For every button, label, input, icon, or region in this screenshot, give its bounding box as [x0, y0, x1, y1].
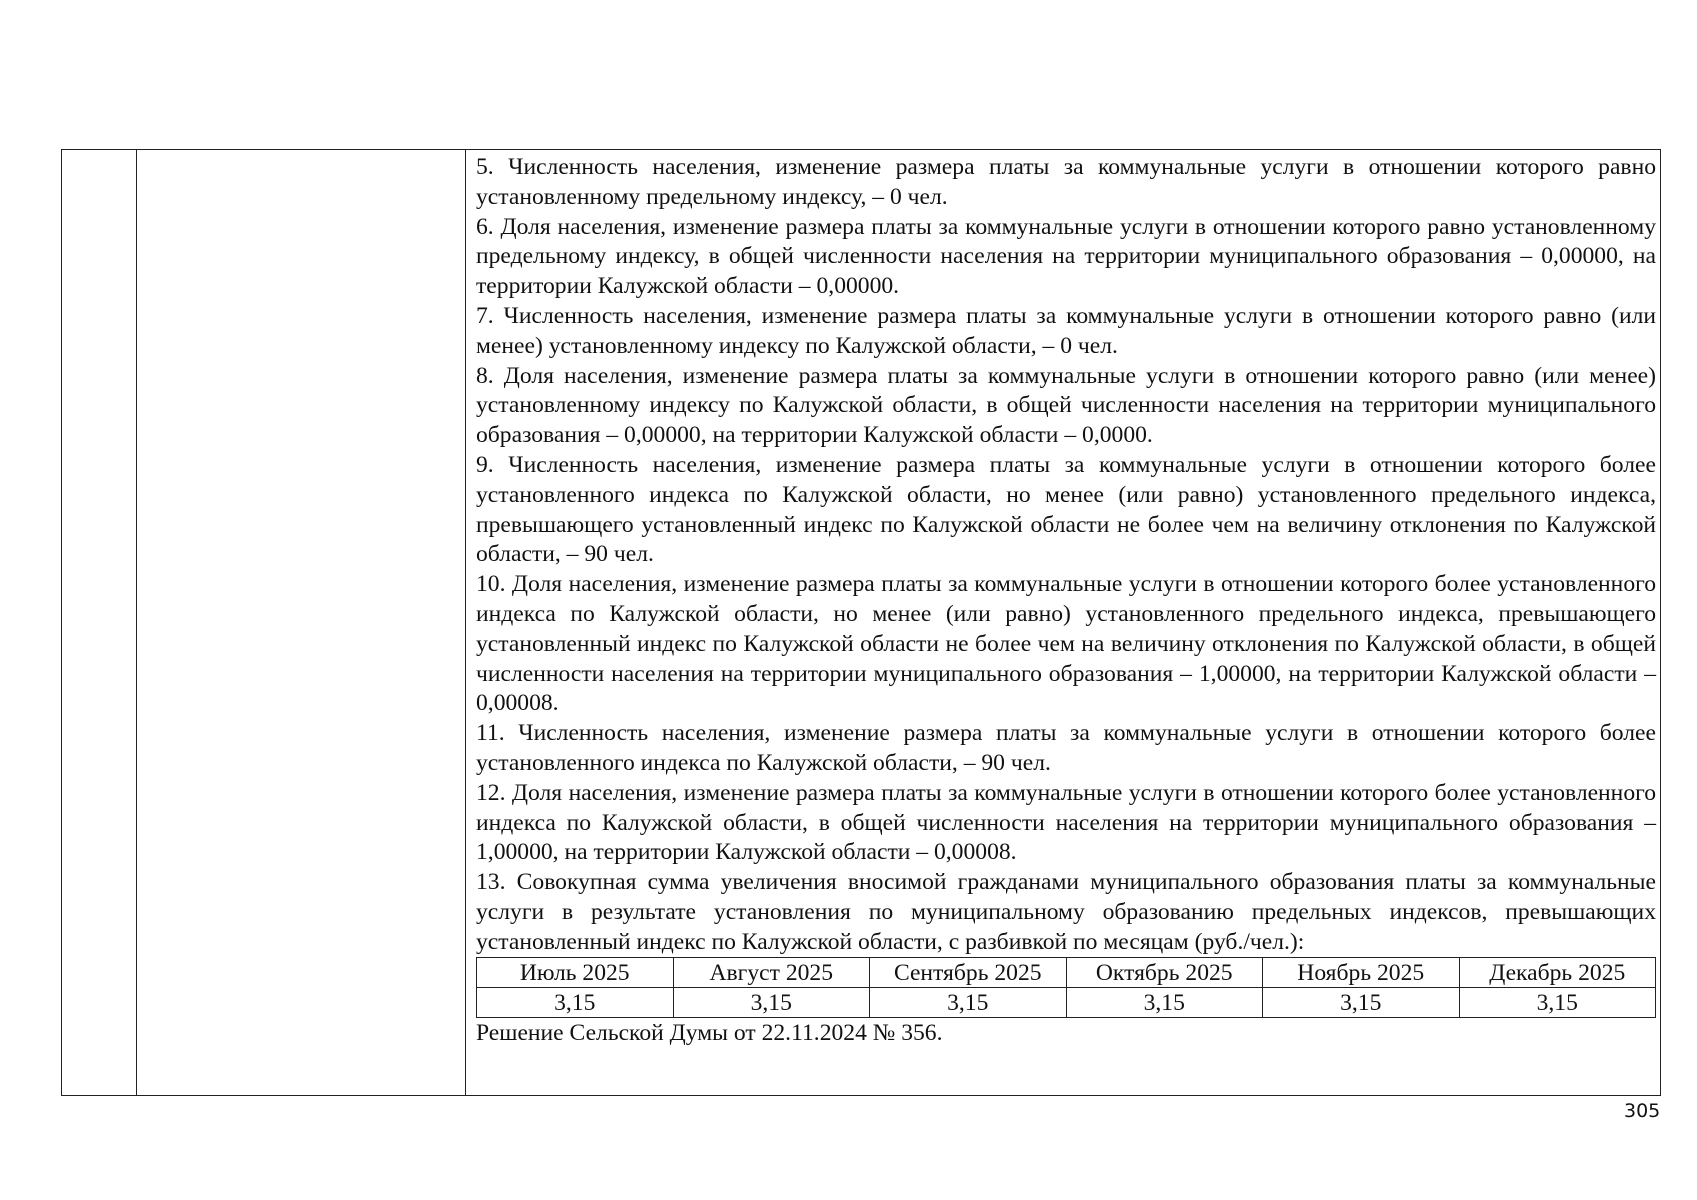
- paragraph-7: 7. Численность населения, изменение размера платы за коммунальные услуги в отношении которого равно (или менее) установленному индексу по Калужской области, – 0 чел.: [476, 302, 1656, 359]
- document-table-frame: [61, 149, 1661, 1096]
- month-value-august: 3,15: [673, 987, 870, 1017]
- paragraph-5: 5. Численность населения, изменение размера платы за коммунальные услуги в отношении которого равно установленному предельному индексу, – 0 чел.: [476, 154, 1656, 210]
- month-value-december: 3,15: [1459, 987, 1656, 1017]
- table-header-row: [477, 957, 1656, 987]
- month-header-july: Июль 2025: [477, 957, 674, 987]
- content-cell: [476, 153, 1656, 1048]
- month-header-december: Декабрь 2025: [1459, 957, 1656, 987]
- paragraph-8: 8. Доля населения, изменение размера платы за коммунальные услуги в отношении которого равно (или менее) установленному индексу по Калужской области, в общей численности населения на территории муниципального образования – 0,00000, на территории Калужской области – 0,0000.: [476, 362, 1656, 449]
- month-header-september: Сентябрь 2025: [870, 957, 1067, 987]
- paragraph-6: 6. Доля населения, изменение размера платы за коммунальные услуги в отношении которого равно установленному предельному индексу, в общей численности населения на территории муниципального образования – 0,00000, на территории Калужской области – 0,00000.: [476, 213, 1656, 300]
- decision-reference: Решение Сельской Думы от 22.11.2024 № 356.: [476, 1019, 943, 1046]
- monthly-increase-table: [476, 957, 1656, 1018]
- paragraph-10: 10. Доля населения, изменение размера платы за коммунальные услуги в отношении которого более установленного индекса по Калужской области, но менее (или равно) установленного предельного индекса, превышающего установленный индекс по Калужской области не более чем на величину отклонения по Калужской области, в общей численности населения на территории муниципального образования – 1,00000, на территории Калужской области – 0,00008.: [476, 571, 1656, 717]
- table-value-row: [477, 987, 1656, 1017]
- page-number: 305: [1624, 1100, 1661, 1122]
- month-value-november: 3,15: [1263, 987, 1460, 1017]
- paragraph-12: 12. Доля населения, изменение размера платы за коммунальные услуги в отношении которого более установленного индекса по Калужской области, в общей численности населения на территории муниципального образования – 1,00000, на территории Калужской области – 0,00008.: [476, 779, 1656, 866]
- paragraph-13: 13. Совокупная сумма увеличения вносимой гражданами муниципального образования платы за коммунальные услуги в результате установления по муниципальному образованию предельных индексов, превышающих установленный индекс по Калужской области, с разбивкой по месяцам (руб./чел.):: [476, 869, 1656, 955]
- month-header-november: Ноябрь 2025: [1263, 957, 1460, 987]
- month-header-october: Октябрь 2025: [1066, 957, 1263, 987]
- month-value-september: 3,15: [870, 987, 1067, 1017]
- column-divider-2: [465, 150, 466, 1095]
- month-value-july: 3,15: [477, 987, 674, 1017]
- column-divider-1: [136, 150, 137, 1095]
- paragraph-9: 9. Численность населения, изменение размера платы за коммунальные услуги в отношении которого более установленного индекса по Калужской области, но менее (или равно) установленного предельного индекса, превышающего установленный индекс по Калужской области не более чем на величину отклонения по Калужской области, – 90 чел.: [476, 451, 1656, 568]
- month-value-october: 3,15: [1066, 987, 1263, 1017]
- month-header-august: Август 2025: [673, 957, 870, 987]
- paragraph-11: 11. Численность населения, изменение размера платы за коммунальные услуги в отношении которого более установленного индекса по Калужской области, – 90 чел.: [476, 720, 1656, 776]
